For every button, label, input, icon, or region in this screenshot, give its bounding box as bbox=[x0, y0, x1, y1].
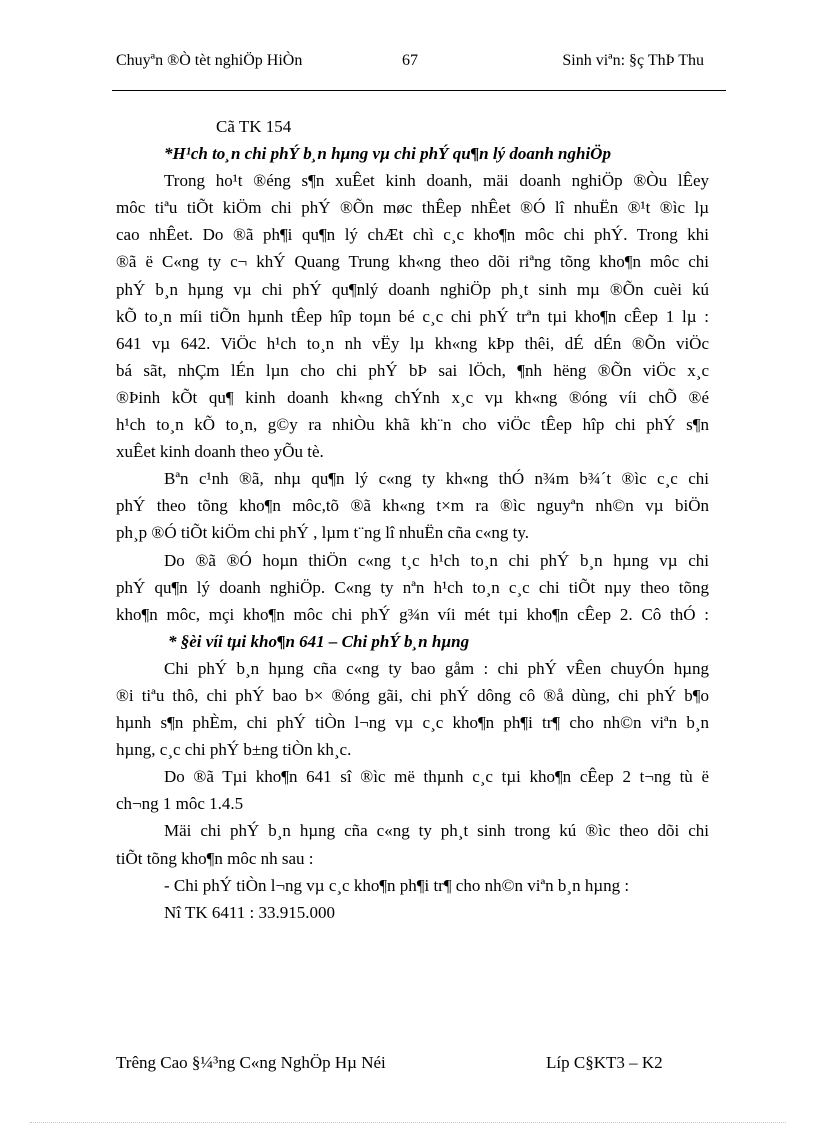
text-line: phÝ qu¶n lý doanh nghiÖp. C«ng ty nªn h¹ch to¸n c¸c chi tiÕt nµy theo tõng bbox=[116, 577, 709, 597]
subsection-heading: * §èi víi tµi kho¶n 641 – Chi phÝ b¸n hµng bbox=[168, 631, 470, 651]
text-line: bá sãt, nhÇm lÉn lµn cho chi phÝ bÞ sai lÖch, ¶nh hëng ®Õn viÖc x¸c bbox=[116, 360, 709, 380]
document-body bbox=[116, 113, 709, 926]
text-line: ph¸p ®Ó tiÕt kiÖm chi phÝ , lµm t¨ng lî nhuËn cña c«ng ty. bbox=[116, 523, 530, 543]
text-line: Cã TK 154 bbox=[216, 117, 292, 136]
header-page-number: 67 bbox=[402, 52, 418, 69]
text-line: Mäi chi phÝ b¸n hµng cña c«ng ty ph¸t sinh trong kú ®ìc theo dõi chi bbox=[164, 821, 709, 841]
text-line: kÕ to¸n míi tiÕn hµnh tÊep hîp toµn bé c¸c chi phÝ trªn tµi kho¶n cÊep 1 lµ : bbox=[116, 306, 709, 326]
text-line: xuÊet kinh doanh theo yÕu tè. bbox=[116, 442, 324, 462]
page-header bbox=[112, 48, 726, 91]
text-line: phÝ theo tõng kho¶n môc,tõ ®ã kh«ng t×m ra ®ìc nguyªn nh©n vµ biÖn bbox=[116, 496, 709, 516]
text-line: Do ®ã Tµi kho¶n 641 sî ®ìc më thµnh c¸c tµi kho¶n cÊep 2 t¬ng tù ë bbox=[164, 767, 709, 787]
text-line: ®ã ë C«ng ty c¬ khÝ Quang Trung kh«ng theo dõi riªng tõng kho¶n môc chi bbox=[116, 252, 709, 272]
text-line: hµng, c¸c chi phÝ b±ng tiÒn kh¸c. bbox=[116, 740, 352, 760]
text-line: ch¬ng 1 môc 1.4.5 bbox=[116, 794, 244, 814]
text-line: kho¶n môc, mçi kho¶n môc chi phÝ g¾n víi mét tµi kho¶n cÊep 2. Cô thÓ : bbox=[116, 604, 709, 624]
text-line: Chi phÝ b¸n hµng cña c«ng ty bao gåm : chi phÝ vÊen chuyÓn hµng bbox=[164, 658, 709, 678]
text-line: - Chi phÝ tiÒn l¬ng vµ c¸c kho¶n ph¶i tr¶ cho nh©n viªn b¸n hµng : bbox=[164, 875, 630, 895]
text-line: tiÕt tõng kho¶n môc nh sau : bbox=[116, 848, 314, 868]
text-line: hµnh s¶n phÈm, chi phÝ tiÒn l¬ng vµ c¸c kho¶n ph¶i tr¶ cho nh©n viªn b¸n bbox=[116, 713, 709, 733]
text-line: Bªn c¹nh ®ã, nhµ qu¶n lý c«ng ty kh«ng thÓ n¾m b¾´t ®ìc c¸c chi bbox=[164, 469, 709, 489]
section-heading: *H¹ch to¸n chi phÝ b¸n hµng vµ chi phÝ qu¶n lý doanh nghiÖp bbox=[164, 144, 611, 164]
text-line: Trong ho¹t ®éng s¶n xuÊet kinh doanh, mäi doanh nghiÖp ®Òu lÊey bbox=[164, 171, 709, 191]
text-line: cao nhÊet. Do ®ã ph¶i qu¶n lý chÆt chì c¸c kho¶n môc chi phÝ. Trong khi bbox=[116, 225, 709, 245]
footer-school-name: Trêng Cao §¼³ng C«ng NghÖp Hµ Néi bbox=[116, 1053, 386, 1072]
text-line: ®i tiªu thô, chi phÝ bao b× ®óng gãi, chi phÝ dông cô ®å dùng, chi phÝ b¶o bbox=[116, 685, 709, 705]
footer-class-name: Líp C§KT3 – K2 bbox=[546, 1053, 663, 1072]
header-report-title: Chuyªn ®Ò tèt nghiÖp HiÒn bbox=[116, 52, 303, 69]
header-student-name: Sinh viªn: §ç ThÞ Thu bbox=[562, 52, 704, 69]
text-line: môc tiªu tiÕt kiÖm chi phÝ ®Õn møc thÊep nhÊet ®Ó lî nhuËn ®¹t ®ìc lµ bbox=[116, 198, 709, 218]
text-line: Nî TK 6411 : 33.915.000 bbox=[164, 902, 335, 922]
text-line: Do ®ã ®Ó hoµn thiÖn c«ng t¸c h¹ch to¸n chi phÝ b¸n hµng vµ chi bbox=[164, 550, 709, 570]
text-line: phÝ b¸n hµng vµ chi phÝ qu¶nlý doanh nghiÖp ph¸t sinh mµ ®Õn cuèi kú bbox=[116, 279, 709, 299]
text-line: ®Þinh kÕt qu¶ kinh doanh kh«ng chÝnh x¸c vµ kh«ng ®óng víi chÕ ®é bbox=[116, 387, 709, 407]
text-line: h¹ch to¸n kÕ to¸n, g©y ra nhiÒu khã kh¨n cho viÖc tÊep hîp chi phÝ s¶n bbox=[116, 415, 709, 435]
text-line: 641 vµ 642. ViÖc h¹ch to¸n nh vËy lµ kh«ng kÞp thêi, dÉ dÉn ®Õn viÖc bbox=[116, 333, 709, 353]
